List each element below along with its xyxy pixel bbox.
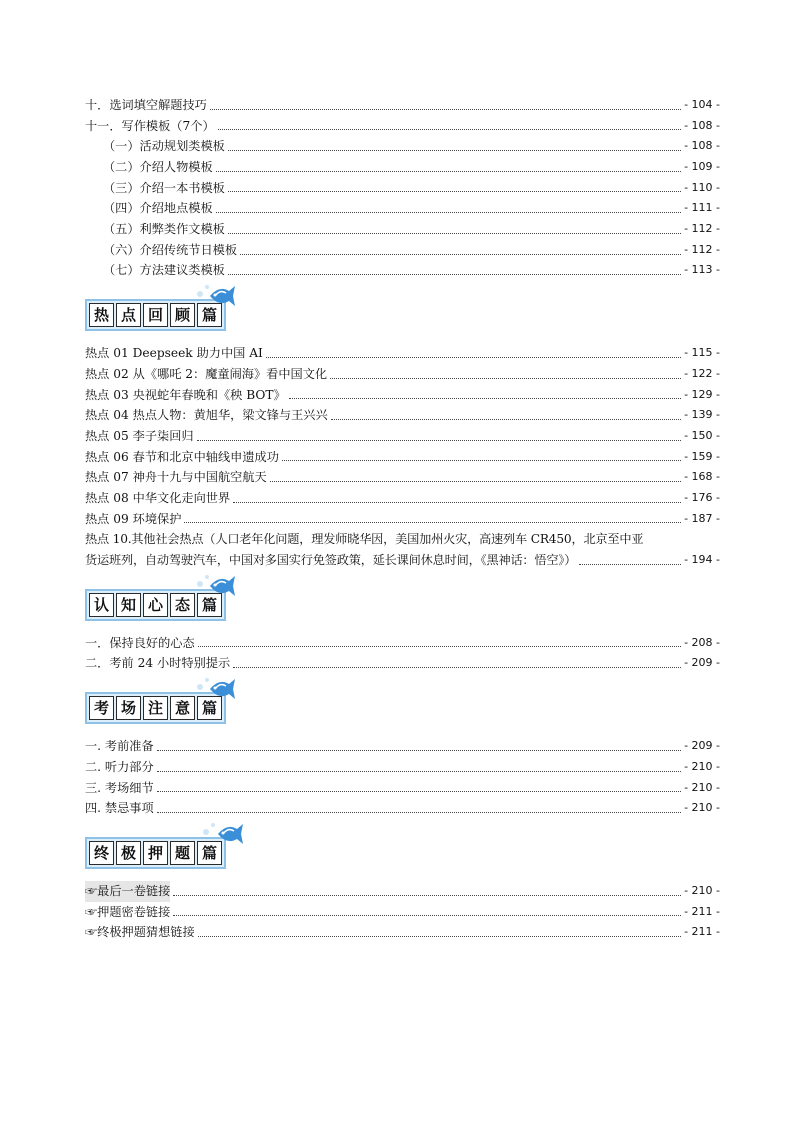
- toc-leader: [330, 377, 681, 379]
- toc-page-number: - 209 -: [684, 739, 720, 753]
- fish-icon: [207, 573, 237, 599]
- bubble-icon: [197, 291, 203, 297]
- bubble-icon: [197, 581, 203, 587]
- toc-leader: [579, 563, 681, 565]
- toc-entry-title: （七）方法建议类模板: [103, 263, 225, 278]
- banner-title: [85, 299, 226, 331]
- banner-char: 考: [89, 696, 114, 720]
- banner-char: 认: [89, 593, 114, 617]
- toc-page-number: - 211 -: [684, 925, 720, 939]
- toc-page-number: - 176 -: [684, 490, 720, 504]
- banner-char: 场: [116, 696, 141, 720]
- toc-leader: [282, 459, 681, 461]
- toc-page-number: - 129 -: [684, 387, 720, 401]
- toc-page-number: - 111 -: [684, 201, 720, 215]
- toc-section-hot: [85, 343, 720, 571]
- toc-page-number: - 208 -: [684, 635, 720, 649]
- toc-page-number: - 112 -: [684, 242, 720, 256]
- toc-entry-title: 十．选词填空解题技巧: [85, 97, 207, 112]
- banner-char: 篇: [197, 303, 222, 327]
- toc-entry-title: 热点 02 从《哪吒 2：魔童闹海》看中国文化: [85, 366, 328, 381]
- banner-char: 态: [170, 593, 195, 617]
- toc-entry-title: 一．保持良好的心态: [85, 635, 195, 650]
- toc-entry[interactable]: [85, 240, 720, 261]
- toc-page-number: - 210 -: [684, 801, 720, 815]
- toc-entry[interactable]: [85, 219, 720, 240]
- toc-entry-title: （三）介绍一本书模板: [103, 180, 225, 195]
- banner-title: [85, 692, 226, 724]
- toc-entry[interactable]: [85, 633, 720, 654]
- toc-entry-title: （五）利弊类作文模板: [103, 222, 225, 237]
- toc-leader: [173, 914, 681, 916]
- toc-leader: [228, 149, 681, 151]
- toc-leader: [198, 645, 681, 647]
- toc-page-number: - 112 -: [684, 222, 720, 236]
- toc-entry-title: 二. 听力部分: [85, 759, 154, 774]
- toc-entry-title: （一）活动规划类模板: [103, 139, 225, 154]
- toc-page-number: - 159 -: [684, 449, 720, 463]
- toc-section-top: [85, 95, 720, 281]
- toc-leader: [228, 273, 681, 275]
- toc-link-title[interactable]: ☞终极押题猜想链接: [85, 925, 195, 940]
- banner-char: 点: [116, 303, 141, 327]
- toc-page-number: - 108 -: [684, 139, 720, 153]
- toc-entry-title: 热点 07 神舟十九与中国航空航天: [85, 470, 267, 485]
- banner-char: 篇: [197, 696, 222, 720]
- toc-entry[interactable]: [85, 136, 720, 157]
- toc-entry-title: 四. 禁忌事项: [85, 801, 154, 816]
- toc-leader: [157, 790, 681, 792]
- toc-page-number: - 104 -: [684, 97, 720, 111]
- toc-page-number: - 113 -: [684, 263, 720, 277]
- banner-char: 极: [116, 841, 141, 865]
- toc-entry-link[interactable]: [85, 881, 720, 902]
- toc-section-final: [85, 881, 720, 943]
- toc-leader: [216, 211, 681, 213]
- toc-section-mind: [85, 633, 720, 674]
- banner-title: [85, 837, 226, 869]
- toc-link-title[interactable]: ☞最后一卷链接: [85, 881, 170, 902]
- section-banner-exam: [85, 678, 720, 728]
- toc-leader: [198, 935, 681, 937]
- toc-entry-title: 热点 09 环境保护: [85, 511, 182, 526]
- toc-leader: [266, 356, 681, 358]
- toc-entry-title: 热点 05 李子柒回归: [85, 428, 194, 443]
- toc-entry-title: 二．考前 24 小时特别提示: [85, 656, 231, 671]
- toc-leader: [270, 480, 681, 482]
- banner-char: 押: [143, 841, 168, 865]
- toc-entry[interactable]: [85, 157, 720, 178]
- toc-entry[interactable]: [85, 757, 720, 778]
- banner-char: 题: [170, 841, 195, 865]
- toc-entry-title: 热点 04 热点人物：黄旭华，梁文锋与王兴兴: [85, 408, 328, 423]
- toc-entry-title: 三. 考场细节: [85, 780, 154, 795]
- toc-entry[interactable]: [85, 509, 720, 530]
- table-of-contents: [85, 95, 720, 943]
- toc-leader: [233, 666, 681, 668]
- toc-entry-title: 十一．写作模板（7个）: [85, 118, 215, 133]
- toc-entry-title: （二）介绍人物模板: [103, 160, 213, 175]
- toc-page-number: - 110 -: [684, 180, 720, 194]
- banner-title: [85, 589, 226, 621]
- banner-char: 热: [89, 303, 114, 327]
- toc-entry[interactable]: [85, 447, 720, 468]
- toc-link-title[interactable]: ☞押题密卷链接: [85, 904, 171, 919]
- toc-entry-title: 热点 08 中华文化走向世界: [85, 490, 231, 505]
- toc-entry[interactable]: [85, 178, 720, 199]
- toc-leader: [210, 108, 681, 110]
- toc-entry-title: 热点 03 央视蛇年春晚和《秧 BOT》: [85, 387, 286, 402]
- toc-leader: [233, 501, 681, 503]
- toc-entry[interactable]: [85, 364, 720, 385]
- bubble-icon: [203, 829, 209, 835]
- toc-page-number: - 168 -: [684, 470, 720, 484]
- toc-leader: [157, 770, 681, 772]
- toc-entry[interactable]: [85, 426, 720, 447]
- fish-icon: [207, 676, 237, 702]
- toc-page-number: - 210 -: [684, 780, 720, 794]
- toc-entry-link[interactable]: [85, 902, 720, 923]
- toc-entry-title: 热点 01 Deepseek 助力中国 AI: [85, 346, 263, 361]
- banner-char: 回: [143, 303, 168, 327]
- bubble-icon: [197, 684, 203, 690]
- toc-page-number: - 115 -: [684, 346, 720, 360]
- fish-icon: [215, 821, 245, 847]
- toc-leader: [228, 232, 681, 234]
- banner-char: 意: [170, 696, 195, 720]
- toc-leader: [331, 418, 681, 420]
- toc-page-number: - 150 -: [684, 428, 720, 442]
- toc-entry[interactable]: [85, 653, 720, 674]
- toc-entry-title: 一. 考前准备: [85, 739, 154, 754]
- toc-entry-title: （四）介绍地点模板: [103, 201, 213, 216]
- toc-section-exam: [85, 736, 720, 819]
- section-banner-mind: [85, 575, 720, 625]
- toc-leader: [218, 128, 681, 130]
- toc-page-number: - 210 -: [684, 883, 720, 897]
- banner-char: 终: [89, 841, 114, 865]
- toc-leader: [216, 170, 681, 172]
- section-banner-final: [85, 823, 720, 873]
- toc-entry[interactable]: [85, 343, 720, 364]
- toc-page-number: - 122 -: [684, 366, 720, 380]
- toc-leader: [289, 397, 681, 399]
- toc-entry[interactable]: [85, 385, 720, 406]
- toc-leader: [197, 439, 681, 441]
- toc-entry-title: （六）介绍传统节日模板: [103, 242, 238, 257]
- toc-page-number: - 209 -: [684, 656, 720, 670]
- toc-page-number: - 187 -: [684, 511, 720, 525]
- toc-entry[interactable]: [85, 95, 720, 116]
- toc-leader: [157, 749, 681, 751]
- toc-entry[interactable]: [85, 261, 720, 282]
- toc-entry[interactable]: [85, 798, 720, 819]
- toc-leader: [184, 521, 681, 523]
- banner-char: 顾: [170, 303, 195, 327]
- toc-page-number: - 109 -: [684, 160, 720, 174]
- toc-page-number: - 210 -: [684, 759, 720, 773]
- toc-entry[interactable]: [85, 467, 720, 488]
- toc-leader: [228, 190, 681, 192]
- toc-leader: [173, 894, 681, 896]
- toc-leader: [240, 253, 681, 255]
- toc-page-number: - 139 -: [684, 408, 720, 422]
- toc-entry[interactable]: [85, 778, 720, 799]
- toc-page-number: - 194 -: [684, 553, 720, 567]
- toc-entry-title-line1: 热点 10.其他社会热点（人口老年化问题，理发师晓华因，美国加州火灾，高速列车 CR450，北京至中亚: [85, 532, 644, 547]
- toc-entry[interactable]: [85, 488, 720, 509]
- toc-page-number: - 211 -: [684, 904, 720, 918]
- banner-char: 篇: [197, 841, 222, 865]
- toc-entry[interactable]: [85, 405, 720, 426]
- banner-char: 篇: [197, 593, 222, 617]
- fish-icon: [207, 283, 237, 309]
- toc-leader: [157, 811, 681, 813]
- toc-entry-link[interactable]: [85, 922, 720, 943]
- toc-entry-title-line2: 货运班列，自动驾驶汽车，中国对多国实行免签政策，延长课间休息时间，《黑神话：悟空》）: [85, 553, 577, 568]
- toc-page-number: - 108 -: [684, 118, 720, 132]
- toc-entry[interactable]: [85, 198, 720, 219]
- toc-entry[interactable]: [85, 736, 720, 757]
- banner-char: 注: [143, 696, 168, 720]
- toc-entry-multiline[interactable]: [85, 529, 720, 570]
- banner-char: 心: [143, 593, 168, 617]
- toc-entry[interactable]: [85, 116, 720, 137]
- toc-entry-title: 热点 06 春节和北京中轴线申遗成功: [85, 449, 279, 464]
- section-banner-hot: [85, 285, 720, 335]
- banner-char: 知: [116, 593, 141, 617]
